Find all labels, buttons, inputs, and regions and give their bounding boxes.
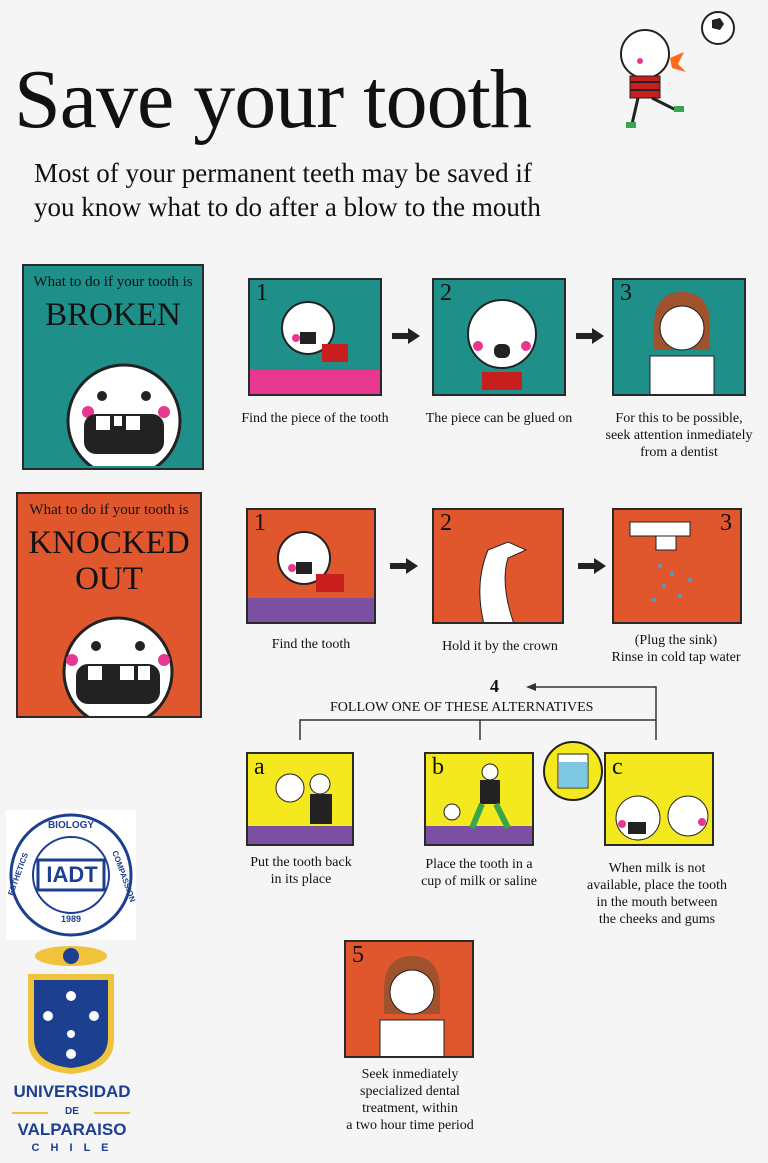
university-line-2: DE — [65, 1106, 79, 1117]
knocked-out-box — [16, 492, 202, 718]
iadt-right-word: COMPASSION — [110, 849, 138, 904]
step-5-caption — [330, 1066, 490, 1134]
subtitle-line-1: Most of your permanent teeth may be saved if — [34, 158, 532, 188]
alternative-c-panel — [604, 752, 714, 846]
page-subtitle — [34, 156, 541, 224]
caption-line: When milk is not — [608, 861, 706, 876]
knocked-word: KNOCKED — [28, 525, 190, 561]
caption-line: the cheeks and gums — [598, 912, 716, 927]
arrow-right-icon — [576, 328, 604, 344]
step-4-instruction: FOLLOW ONE OF THESE ALTERNATIVES — [330, 700, 594, 715]
iadt-year: 1989 — [60, 914, 82, 924]
iadt-left-word: ESTHETICS — [6, 851, 31, 897]
knocked-step-1-panel — [246, 508, 376, 624]
step-4-number: 4 — [490, 676, 499, 696]
soccer-kid-illustration — [600, 6, 750, 134]
step-number: 1 — [254, 510, 266, 536]
caption-line: treatment, within — [362, 1101, 458, 1116]
broken-word: BROKEN — [45, 297, 181, 333]
knocked-caption: What to do if your tooth is — [29, 502, 189, 518]
knocked-step-3-panel — [612, 508, 742, 624]
caption-line: available, place the tooth — [587, 878, 727, 893]
alternative-a-panel — [246, 752, 354, 846]
caption-line: seek attention inmediately — [605, 428, 753, 443]
caption-line: in its place — [270, 872, 332, 887]
caption-line: in the mouth between — [596, 895, 718, 910]
iadt-logo — [6, 810, 136, 940]
iadt-top-word: BIOLOGY — [47, 820, 95, 831]
step-number: 1 — [256, 280, 268, 306]
alternative-a-caption — [236, 854, 366, 888]
page-title: Save your tooth — [14, 53, 531, 146]
subtitle-line-2: you know what to do after a blow to the mouth — [34, 192, 541, 222]
alt-letter: c — [612, 754, 623, 780]
arrow-right-icon — [578, 558, 606, 574]
alt-letter: b — [432, 754, 444, 780]
iadt-letters: IADT — [46, 862, 98, 887]
university-line-4: C H I L E — [31, 1142, 113, 1154]
alternative-b-panel — [424, 752, 534, 846]
knocked-step-2-panel — [432, 508, 564, 624]
alt-letter: a — [254, 754, 265, 780]
step-5-panel — [344, 940, 474, 1058]
knocked-step-2-caption: Hold it by the crown — [442, 639, 558, 654]
broken-step-3-caption — [596, 410, 762, 461]
broken-step-3-panel — [612, 278, 746, 396]
university-line-1: UNIVERSIDAD — [13, 1082, 131, 1101]
broken-tooth-face — [64, 356, 194, 466]
caption-line: Place the tooth in a — [425, 857, 533, 872]
step-number: 2 — [440, 280, 452, 306]
caption-line: Put the tooth back — [250, 855, 352, 870]
step-number: 5 — [352, 942, 364, 968]
broken-step-2-caption: The piece can be glued on — [425, 411, 573, 426]
caption-line: For this to be possible, — [615, 411, 743, 426]
university-line-3: VALPARAISO — [17, 1120, 127, 1139]
broken-step-2-panel — [432, 278, 566, 396]
university-shield-icon — [6, 944, 136, 1074]
broken-step-1-caption: Find the piece of the tooth — [241, 411, 389, 426]
knocked-step-3-caption — [586, 632, 766, 666]
caption-line: Seek inmediately — [361, 1067, 459, 1082]
knocked-step-1-caption: Find the tooth — [271, 637, 351, 652]
step-number: 3 — [620, 280, 632, 306]
arrow-right-icon — [392, 328, 420, 344]
alternative-c-caption — [572, 860, 742, 928]
arrow-right-icon — [390, 558, 418, 574]
knocked-tooth-face — [54, 612, 184, 716]
university-logo — [6, 944, 136, 1160]
step-number: 3 — [720, 510, 732, 536]
caption-line: from a dentist — [640, 445, 718, 460]
alternative-b-caption — [402, 856, 556, 890]
caption-line: (Plug the sink) — [634, 633, 718, 648]
milk-cup-icon — [540, 740, 606, 802]
broken-caption: What to do if your tooth is — [33, 274, 193, 290]
broken-step-1-panel — [248, 278, 382, 396]
out-word: OUT — [75, 561, 143, 597]
step-number: 2 — [440, 510, 452, 536]
caption-line: cup of milk or saline — [421, 874, 537, 889]
caption-line: a two hour time period — [346, 1118, 474, 1133]
caption-line: specialized dental — [360, 1084, 460, 1099]
broken-box — [22, 264, 204, 470]
alternatives-connector — [290, 680, 670, 744]
caption-line: Rinse in cold tap water — [611, 650, 741, 665]
